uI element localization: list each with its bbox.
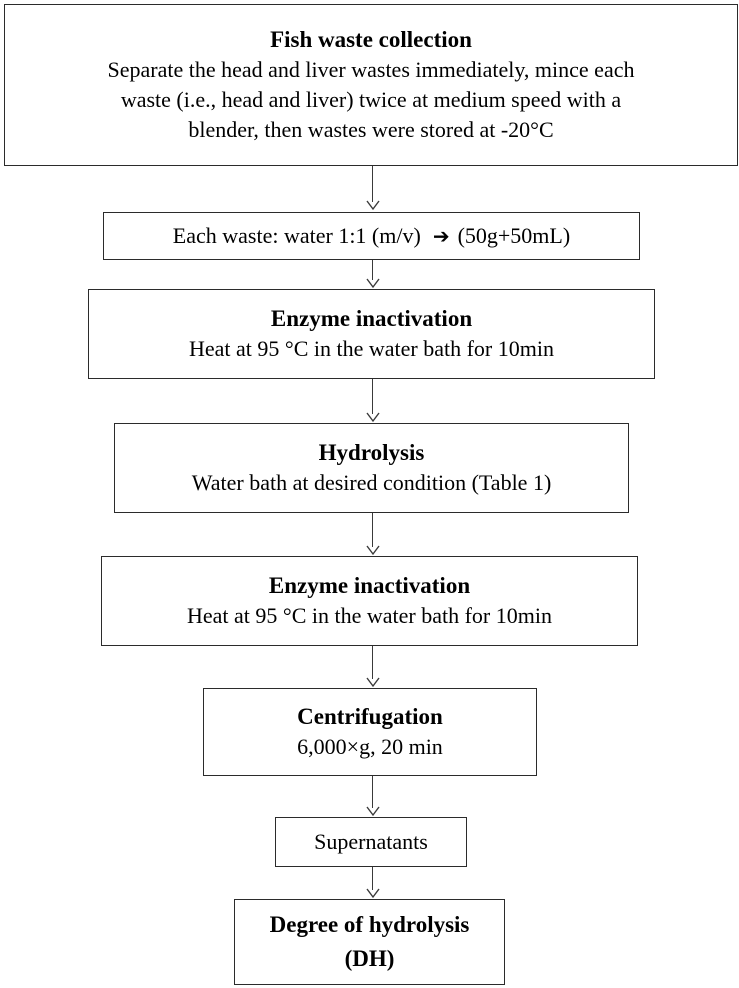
step-detail-line: Heat at 95 °C in the water bath for 10min [189, 336, 554, 361]
arrowhead [366, 413, 380, 422]
ratio-text: Each waste: water 1:1 (m/v) [172, 223, 421, 248]
connector-line [372, 166, 373, 202]
step-supernatants [275, 817, 467, 867]
amount-text: (50g+50mL) [457, 223, 571, 248]
step-title: (DH) [344, 946, 395, 971]
step-title: Enzyme inactivation [268, 573, 471, 598]
step-title: Degree of hydrolysis [269, 912, 470, 937]
connector-line [372, 646, 373, 679]
step-detail-line: Water bath at desired condition (Table 1) [191, 470, 552, 495]
step-title: Centrifugation [297, 704, 443, 729]
step-hydrolysis [114, 423, 629, 513]
step-title: Hydrolysis [318, 440, 425, 465]
step-detail-line: 6,000×g, 20 min [297, 734, 443, 759]
arrowhead [366, 201, 380, 210]
right-arrow-icon: ➔ [432, 224, 450, 248]
step-title: Fish waste collection [270, 27, 472, 52]
step-mixing-ratio [103, 212, 640, 260]
step-detail-line: Supernatants [314, 829, 428, 854]
connector-line [372, 776, 373, 808]
step-detail-line: blender, then wastes were stored at -20°C [188, 117, 554, 142]
step-detail-line: Heat at 95 °C in the water bath for 10min [187, 603, 552, 628]
connector-line [372, 379, 373, 414]
step-detail-line: Separate the head and liver wastes immediately, mince each [107, 57, 635, 82]
arrowhead [366, 889, 380, 898]
step-degree-of-hydrolysis [234, 899, 505, 985]
arrowhead [366, 546, 380, 555]
step-enzyme-inactivation-2 [101, 556, 638, 646]
connector-line [372, 867, 373, 890]
arrowhead [366, 678, 380, 687]
step-title: Enzyme inactivation [270, 306, 473, 331]
step-detail-line: waste (i.e., head and liver) twice at medium speed with a [120, 87, 622, 112]
connector-line [372, 513, 373, 547]
step-fish-waste-collection [4, 4, 738, 166]
step-enzyme-inactivation-1 [88, 289, 655, 379]
step-centrifugation [203, 688, 537, 776]
arrowhead [366, 279, 380, 288]
connector-line [372, 260, 373, 280]
arrowhead [366, 807, 380, 816]
